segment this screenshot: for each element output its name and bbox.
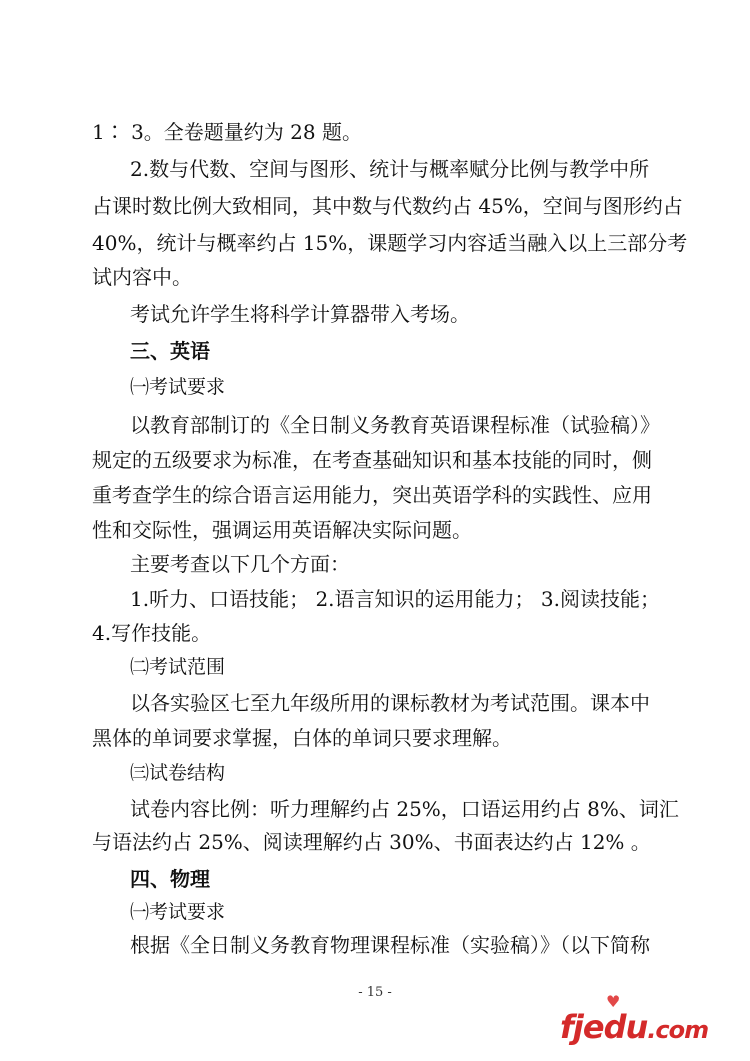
section-heading-english: 三、英语 [130,339,210,363]
paragraph-line: 以各实验区七至九年级所用的课标教材为考试范围。课本中 [130,691,650,715]
paragraph-line: 根据《全日制义务教育物理课程标准（实验稿）》（以下简称 [130,933,650,957]
paragraph-line: 占课时数比例大致相同，其中数与代数约占 45%，空间与图形约占 [92,194,683,218]
subsection-heading: ㈠考试要求 [130,376,226,398]
paragraph-line: 4.写作技能。 [92,621,212,645]
section-heading-physics: 四、物理 [130,867,210,891]
watermark-text: fjedu [560,1008,648,1046]
paragraph-line: 以教育部制订的《全日制义务教育英语课程标准（试验稿）》 [130,413,660,437]
paragraph-line: 1∶ 3。全卷题量约为 28 题。 [92,120,362,144]
subsection-heading: ㈢试卷结构 [130,762,226,784]
paragraph-line: 规定的五级要求为标准，在考查基础知识和基本技能的同时，侧 [92,448,652,472]
paragraph-line: 性和交际性，强调运用英语解决实际问题。 [92,518,472,542]
paragraph-line: 考试允许学生将科学计算器带入考场。 [130,302,470,326]
watermark-domain: .com [647,1016,709,1044]
paragraph-line: 1.听力、口语技能； 2.语言知识的运用能力； 3.阅读技能； [130,587,660,611]
paragraph-line: 2.数与代数、空间与图形、统计与概率赋分比例与教学中所 [130,157,650,181]
paragraph-line: 试卷内容比例：听力理解约占 25%，口语运用约占 8%、词汇 [130,797,679,821]
paragraph-line: 主要考查以下几个方面： [130,552,350,576]
watermark-logo [560,1008,708,1046]
paragraph-line: 试内容中。 [92,265,192,289]
paragraph-line: 与语法约占 25%、阅读理解约占 30%、书面表达约占 12% 。 [92,830,651,854]
paragraph-line: 重考查学生的综合语言运用能力，突出英语学科的实践性、应用 [92,483,652,507]
subsection-heading: ㈠考试要求 [130,901,226,923]
subsection-heading: ㈡考试范围 [130,656,226,678]
page-number: - 15 - [358,985,392,1000]
paragraph-line: 黑体的单词要求掌握，白体的单词只要求理解。 [92,726,512,750]
paragraph-line: 40%，统计与概率约占 15%，课题学习内容适当融入以上三部分考 [92,231,688,255]
heart-icon: ♥ [606,992,621,1011]
